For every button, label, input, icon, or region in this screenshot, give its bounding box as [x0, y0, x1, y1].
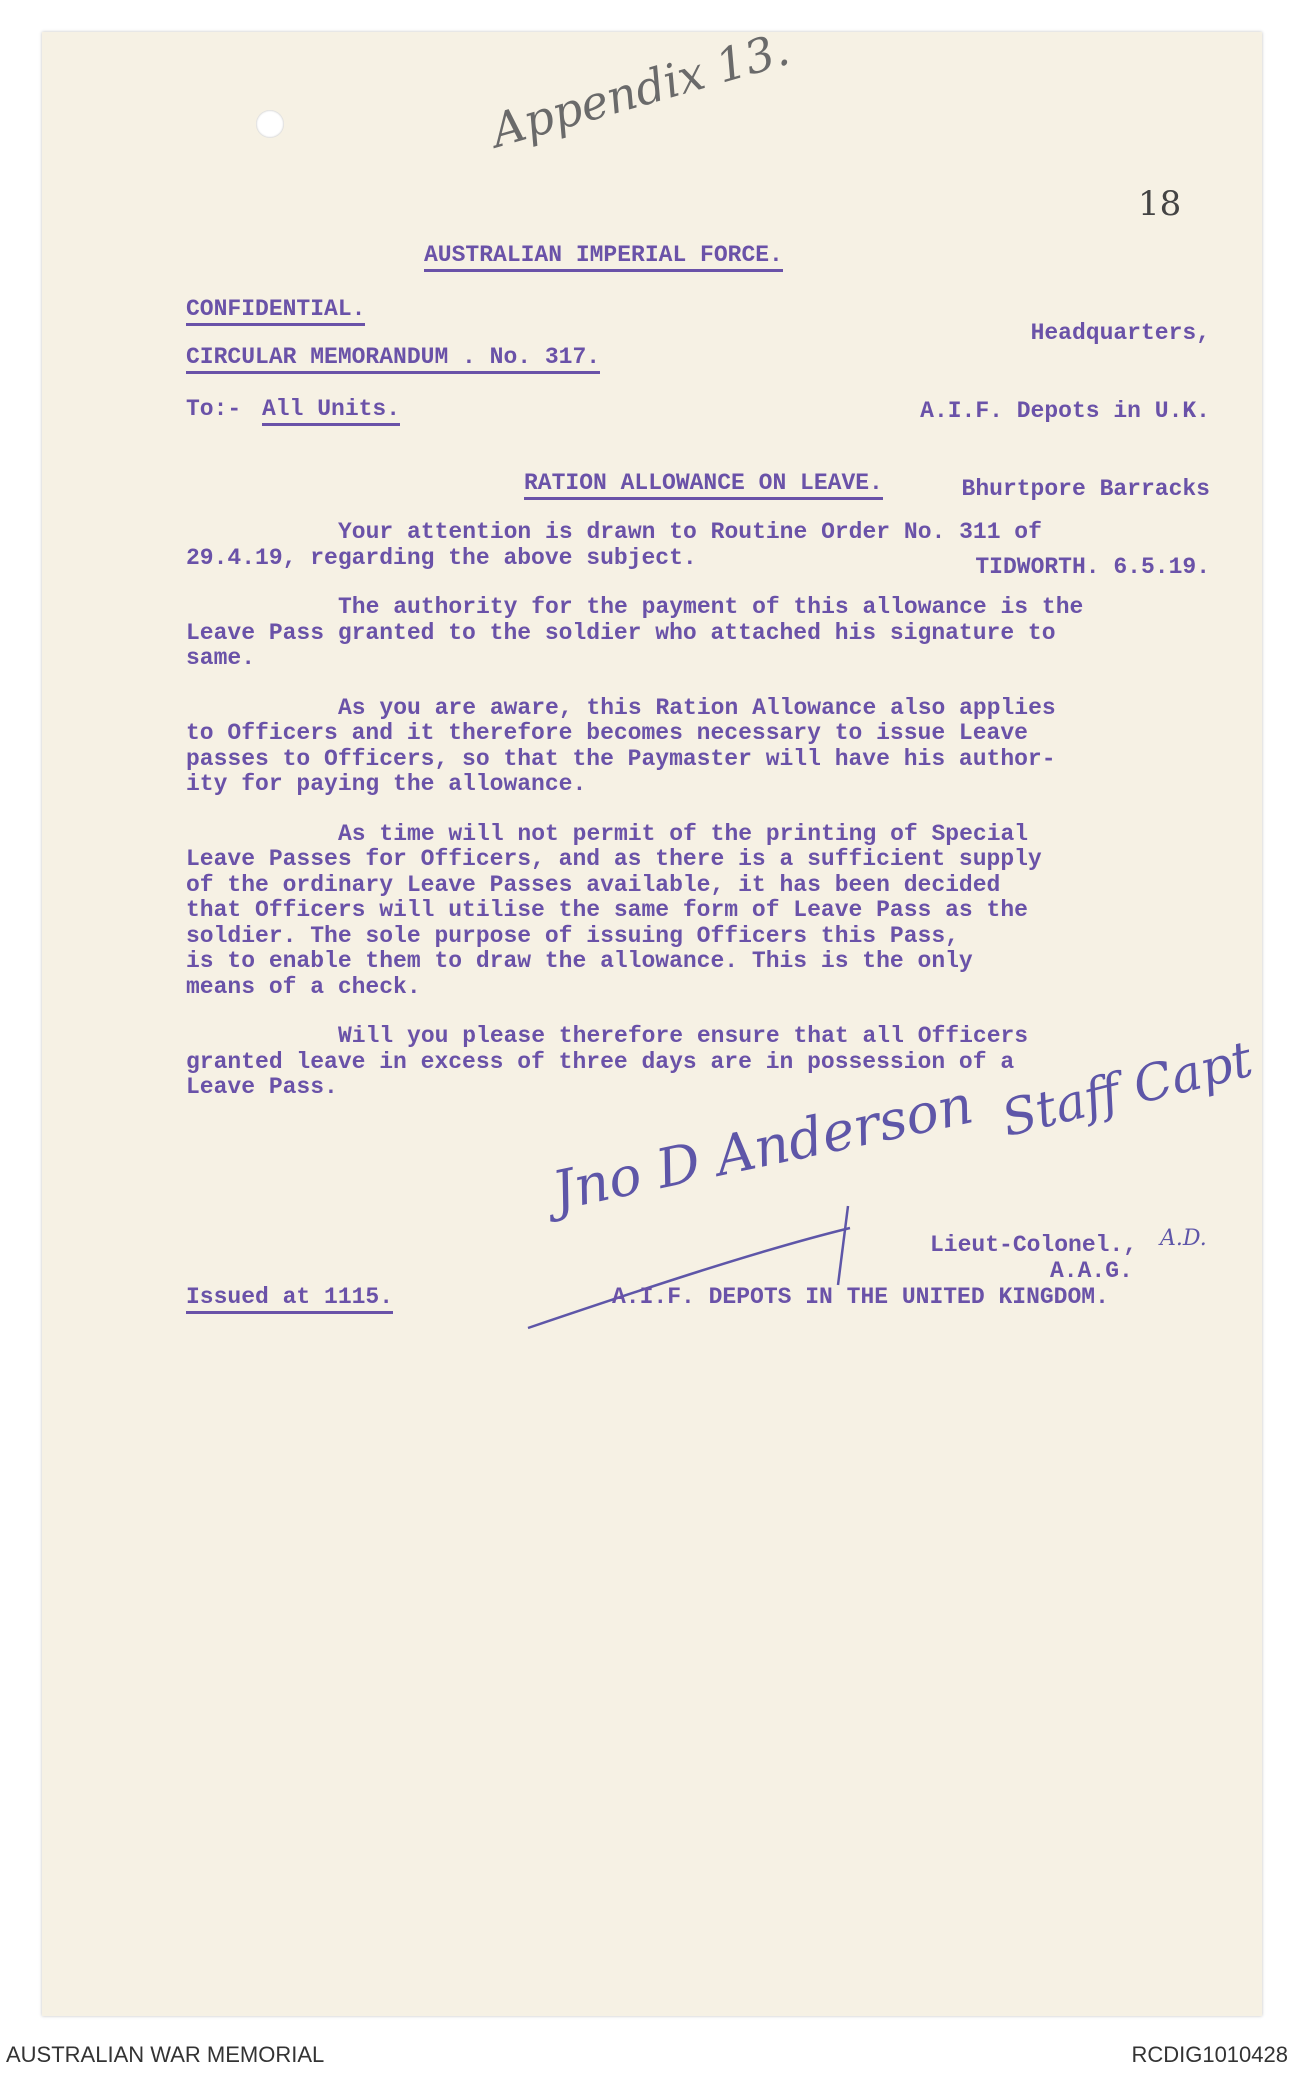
address-line: TIDWORTH. 6.5.19. [975, 554, 1210, 580]
handwritten-title: Staff Capt [995, 1029, 1259, 1148]
signatory-rank: Lieut-Colonel., [930, 1232, 1138, 1258]
subject-heading: RATION ALLOWANCE ON LEAVE. [524, 470, 883, 500]
paragraph-line: As time will not permit of the printing of Special [338, 820, 1029, 847]
paragraph-line: that Officers will utilise the same form of Leave Pass as the [186, 897, 1028, 923]
paragraph-line: to Officers and it therefore becomes necessary to issue Leave [186, 720, 1028, 746]
paragraph-line: Your attention is drawn to Routine Order No. 311 of [338, 519, 1042, 545]
paragraph [186, 595, 1186, 672]
paragraph-line: is to enable them to draw the allowance. This is the only [186, 948, 973, 974]
signatory-unit: A.I.F. DEPOTS IN THE UNITED KINGDOM. [612, 1284, 1109, 1310]
paragraph-line: means of a check. [186, 973, 421, 1000]
recipient-value: All Units. [262, 396, 400, 426]
paragraph-line: 29.4.19, regarding the above subject. [186, 544, 697, 571]
paragraph-line: As you are aware, this Ration Allowance also applies [338, 694, 1056, 721]
classification-label: CONFIDENTIAL. [186, 296, 365, 326]
paragraph [186, 520, 1186, 571]
paragraph-line: granted leave in excess of three days are in possession of a [186, 1048, 1015, 1075]
paragraph-line: Leave Passes for Officers, and as there is a sufficient supply [186, 846, 1042, 872]
recipient-label: To:- [186, 396, 242, 422]
paragraph-line: Will you please therefore ensure that all Officers [338, 1023, 1029, 1049]
handwritten-signature: Jno D Anderson [546, 1072, 979, 1223]
footer-archive-name: AUSTRALIAN WAR MEMORIAL [6, 2042, 325, 2067]
issued-time: Issued at 1115. [186, 1284, 393, 1314]
address-line: Bhurtpore Barracks [961, 476, 1210, 502]
page-number: 18 [1138, 184, 1182, 224]
paragraph-line: Leave Pass granted to the soldier who attached his signature to [186, 619, 1056, 646]
paragraph-line: ity for paying the allowance. [186, 771, 587, 797]
paragraph-line: of the ordinary Leave Passes available, it has been decided [186, 871, 1001, 898]
memo-body [186, 520, 1186, 1125]
address-line: Headquarters, [1030, 320, 1210, 346]
appendix-annotation: Appendix 13. [485, 21, 795, 159]
footer-record-id: RCDIG1010428 [1131, 2042, 1288, 2067]
punch-hole [256, 110, 284, 138]
paragraph-line: Leave Pass. [186, 1074, 338, 1100]
memo-reference: CIRCULAR MEMORANDUM . No. 317. [186, 344, 600, 374]
paragraph-line: passes to Officers, so that the Paymaster will have his author- [186, 745, 1056, 772]
document-title: AUSTRALIAN IMPERIAL FORCE. [424, 242, 783, 272]
paragraph [186, 696, 1186, 798]
paragraph-line: The authority for the payment of this allowance is the [338, 594, 1084, 620]
paragraph [186, 822, 1186, 1001]
paragraph-line: same. [186, 645, 256, 671]
address-line: A.I.F. Depots in U.K. [920, 398, 1210, 424]
rank-note: A.D. [1160, 1226, 1207, 1251]
paragraph-line: soldier. The sole purpose of issuing Officers this Pass, [186, 922, 959, 949]
signatory-role: A.A.G. [1050, 1258, 1133, 1284]
